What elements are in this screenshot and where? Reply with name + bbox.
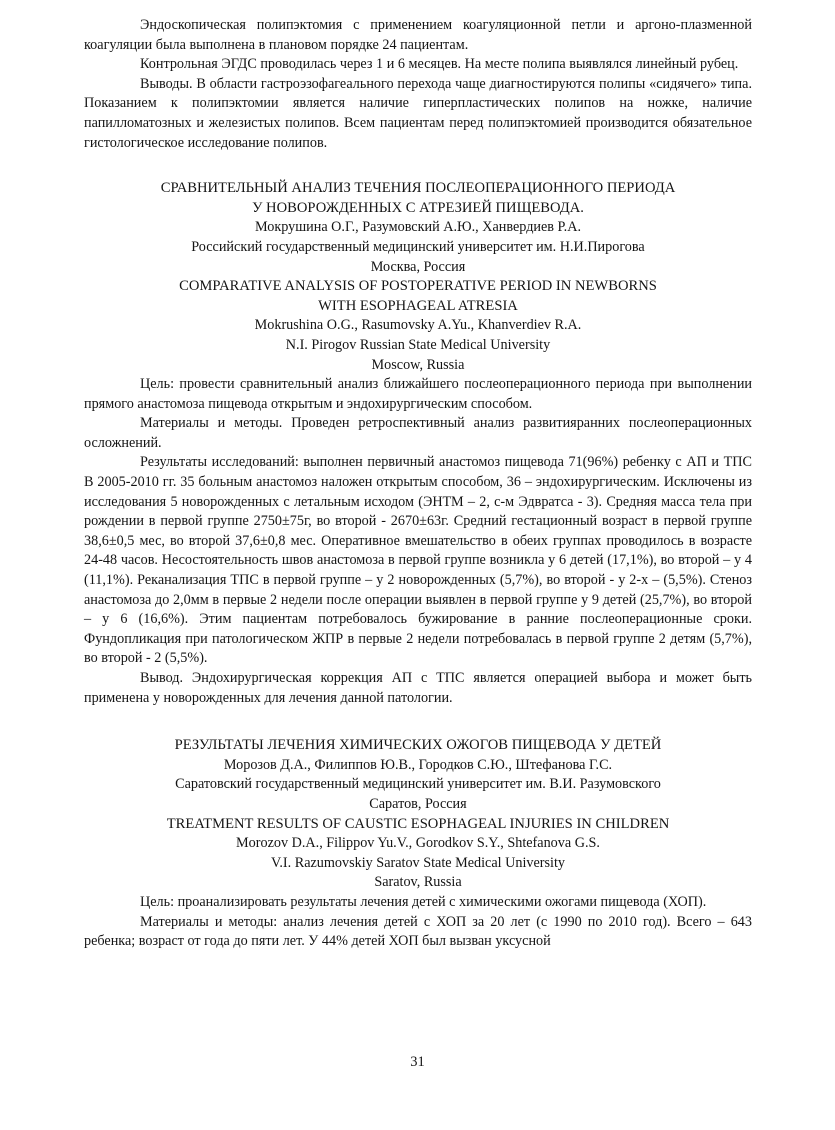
intro-conclusion: Выводы. В области гастроэзофагеального перехода чаще диагностируются полипы «сидячего» типа. Показанием к полипэктомии является наличие гиперпластических полипов на ножке, наличие папилломатозных и железистых полипов. Всем пациентам перед полипэктомией производится обязательное гистологическое исследование полипов. <box>84 75 752 151</box>
article-aim: Цель: провести сравнительный анализ ближайшего послеоперационного периода при выполнении прямого анастомоза пищевода открытым и эндохирургическим способом. <box>84 376 752 412</box>
article-title-en: COMPARATIVE ANALYSIS OF POSTOPERATIVE PERIOD IN NEWBORNS <box>179 278 657 295</box>
article-title-en-cont: WITH ESOPHAGEAL ATRESIA <box>318 297 518 314</box>
article-city-ru: Саратов, Россия <box>369 795 467 812</box>
intro-paragraph: Эндоскопическая полипэктомия с применением коагуляционной петли и аргоно-плазменной коагуляции была выполнена в плановом порядке 24 пациентам. <box>84 17 752 53</box>
article-authors-ru: Мокрушина О.Г., Разумовский А.Ю., Ханвердиев Р.А. <box>254 219 582 236</box>
page-content <box>84 16 752 952</box>
article-conclusion: Вывод. Эндохирургическая коррекция АП с ТПС является операцией выбора и может быть применена у новорожденных для лечения данной патологии. <box>84 670 752 706</box>
article-methods: Материалы и методы: анализ лечения детей с ХОП за 20 лет (с 1990 по 2010 год). Всего – 643 ребенка; возраст от года до пяти лет. У 44% детей ХОП был вызван уксусной <box>84 913 752 950</box>
article-burns <box>84 736 752 952</box>
article-city-en: Moscow, Russia <box>371 356 465 373</box>
article-title-ru: РЕЗУЛЬТАТЫ ЛЕЧЕНИЯ ХИМИЧЕСКИХ ОЖОГОВ ПИЩЕВОДА У ДЕТЕЙ <box>174 737 662 754</box>
intro-paragraph: Контрольная ЭГДС проводилась через 1 и 6 месяцев. На месте полипа выявлялся линейный рубец. <box>140 56 739 73</box>
article-aim: Цель: проанализировать результаты лечения детей с химическими ожогами пищевода (ХОП). <box>140 893 707 910</box>
article-authors-en: Mokrushina O.G., Rasumovsky A.Yu., Khanverdiev R.A. <box>254 317 582 334</box>
article-city-en: Saratov, Russia <box>374 874 462 891</box>
article-title-ru: СРАВНИТЕЛЬНЫЙ АНАЛИЗ ТЕЧЕНИЯ ПОСЛЕОПЕРАЦИОННОГО ПЕРИОДА <box>160 180 676 197</box>
article-methods: Материалы и методы. Проведен ретроспективный анализ развитияранних послеоперационных осложнений. <box>84 415 752 451</box>
article-affiliation-en: V.I. Razumovskiy Saratov State Medical University <box>270 854 566 871</box>
article-title-ru-cont: У НОВОРОЖДЕННЫХ С АТРЕЗИЕЙ ПИЩЕВОДА. <box>252 199 584 216</box>
page-number: 31 <box>410 1054 425 1070</box>
article-city-ru: Москва, Россия <box>370 258 466 275</box>
article-authors-ru: Морозов Д.А., Филиппов Ю.В., Городков С.Ю., Штефанова Г.С. <box>223 756 613 773</box>
article-results: Результаты исследований: выполнен первичный анастомоз пищевода 71(96%) ребенку с АП и ТПС В 2005-2010 гг. 35 больным анастомоз наложен открытым способом, 36 – эндохирургическим. Исключены из исследования 5 новорожденных с летальным исходом (ЭНТМ – 2, с-м Эдвратса - 3). Средняя масса тела при рождении в первой группе 2750±75г, во второй - 2670±63г. Средний гестационный возраст в первой группе 38,6±0,5 мес, во второй 37,6±0,8 мес. Оперативное вмешательство в обеих группах проводилось в возрасте 24-48 часов. Несостоятельность швов анастомоза в первой группе возникла у 6 детей (17,1%), во второй – у 4 (11,1%). Реканализация ТПС в первой группе – у 2 новорожденных (5,7%), во второй - у 2-х – (5,5%). Стеноз анастомоза до 2,0мм в первые 2 недели после операции выявлен в первой группе у 9 детей (25,7%), во второй – у 6 (16,6%). Этим пациентам потребовалось бужирование в ранние послеоперационные сроки. Фундопликация при патологическом ЖПР в первые 2 недели потребовалась в первой группе 2 детям (5,7%), во второй - 2 (5,5%). <box>84 454 752 667</box>
article-affiliation-en: N.I. Pirogov Russian State Medical University <box>285 336 551 353</box>
article-title-en: TREATMENT RESULTS OF CAUSTIC ESOPHAGEAL INJURIES IN CHILDREN <box>166 815 670 832</box>
article-atresia <box>84 179 752 708</box>
article-affiliation-ru: Саратовский государственный медицинский университет им. В.И. Разумовского <box>175 776 661 793</box>
article-affiliation-ru: Российский государственный медицинский университет им. Н.И.Пирогова <box>191 238 645 255</box>
article-authors-en: Morozov D.A., Filippov Yu.V., Gorodkov S.Y., Shtefanova G.S. <box>236 835 600 852</box>
intro-section <box>84 16 752 153</box>
